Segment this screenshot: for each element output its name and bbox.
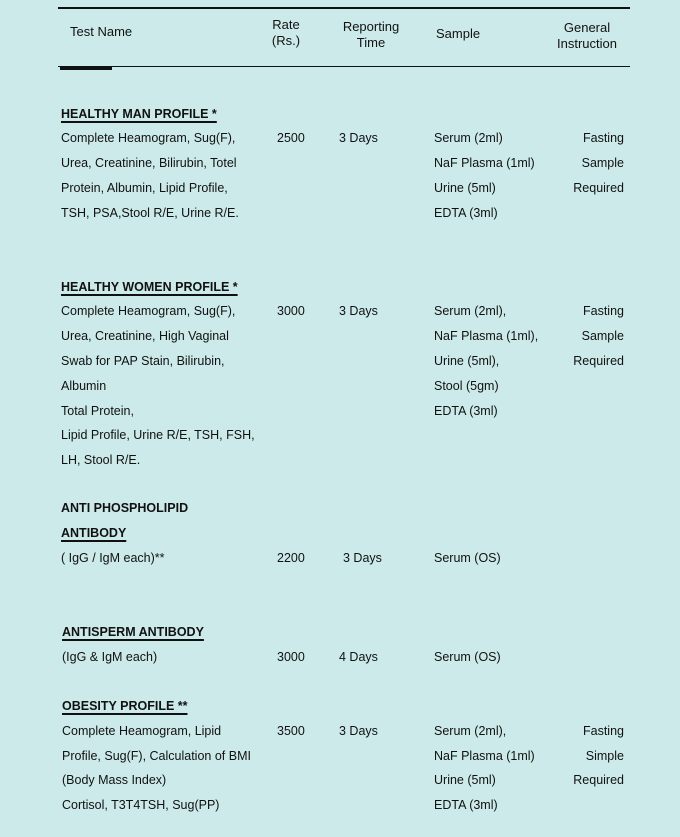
profile-instruction: Simple — [585, 749, 624, 763]
header-test-name: Test Name — [70, 24, 133, 39]
profile-sample: EDTA (3ml) — [434, 206, 498, 220]
profile-desc-line: (Body Mass Index) — [62, 773, 167, 787]
profile-desc-line: Total Protein, — [61, 404, 134, 418]
header-bottom-rule — [58, 66, 630, 67]
profile-desc-line: Complete Heamogram, Sug(F), — [61, 304, 236, 318]
profile-sample: EDTA (3ml) — [434, 798, 498, 812]
profile-title: ANTIBODY — [61, 526, 127, 540]
header-reporting-time — [334, 19, 408, 51]
profile-instruction: Sample — [581, 329, 624, 343]
profile-rate: 3000 — [277, 304, 305, 318]
header-reporting-line1: Reporting — [342, 19, 400, 34]
profile-rate: 2200 — [277, 551, 305, 565]
profile-sample: NaF Plasma (1ml), — [434, 329, 539, 343]
profile-desc-line: Cortisol, T3T4TSH, Sug(PP) — [62, 798, 220, 812]
profile-instruction: Fasting — [583, 131, 624, 145]
profile-title: ANTISPERM ANTIBODY — [62, 625, 204, 639]
profile-desc-line: Profile, Sug(F), Calculation of BMI — [62, 749, 251, 763]
profile-sample: Stool (5gm) — [434, 379, 499, 393]
profile-rate: 2500 — [277, 131, 305, 145]
profile-sample: Urine (5ml) — [434, 181, 496, 195]
profile-sample: Serum (OS) — [434, 650, 501, 664]
header-rate-line2: (Rs.) — [271, 33, 301, 48]
profile-instruction: Sample — [581, 156, 624, 170]
profile-sample: Urine (5ml), — [434, 354, 500, 368]
profile-time: 3 Days — [339, 724, 378, 738]
profile-desc-line: Urea, Creatinine, Bilirubin, Totel — [61, 156, 237, 170]
profile-desc-line: Swab for PAP Stain, Bilirubin, — [61, 354, 225, 368]
header-sample: Sample — [436, 26, 481, 41]
profile-instruction: Required — [573, 181, 624, 195]
profile-instruction: Fasting — [583, 724, 624, 738]
profile-desc-line: Complete Heamogram, Sug(F), — [61, 131, 236, 145]
profile-sample: Urine (5ml) — [434, 773, 496, 787]
header-general-line1: General — [563, 20, 611, 35]
profile-time: 3 Days — [339, 304, 378, 318]
profile-desc-line: ( IgG / IgM each)** — [61, 551, 165, 565]
profile-desc-line: Urea, Creatinine, High Vaginal — [61, 329, 229, 343]
profile-sample: NaF Plasma (1ml) — [434, 749, 535, 763]
profile-time: 4 Days — [339, 650, 378, 664]
profile-instruction: Required — [573, 354, 624, 368]
profile-sample: Serum (2ml), — [434, 724, 507, 738]
header-reporting-line2: Time — [356, 35, 386, 50]
header-general-instruction — [550, 20, 624, 52]
profile-instruction: Fasting — [583, 304, 624, 318]
profile-sample: EDTA (3ml) — [434, 404, 498, 418]
profile-sample: Serum (2ml) — [434, 131, 503, 145]
profile-title: ANTI PHOSPHOLIPID — [61, 501, 189, 515]
profile-time: 3 Days — [343, 551, 382, 565]
profile-sample: NaF Plasma (1ml) — [434, 156, 535, 170]
profile-title: HEALTHY WOMEN PROFILE * — [61, 280, 238, 294]
header-top-rule — [58, 7, 630, 9]
profile-instruction: Required — [573, 773, 624, 787]
profile-title: OBESITY PROFILE ** — [62, 699, 188, 713]
profile-sample: Serum (2ml), — [434, 304, 507, 318]
profile-desc-line: Complete Heamogram, Lipid — [62, 724, 222, 738]
profile-desc-line: LH, Stool R/E. — [61, 453, 141, 467]
profile-desc-line: Albumin — [61, 379, 107, 393]
header-rule-accent — [60, 67, 112, 70]
profile-desc-line: (IgG & IgM each) — [62, 650, 158, 664]
profile-title: HEALTHY MAN PROFILE * — [61, 107, 217, 121]
profile-sample: Serum (OS) — [434, 551, 501, 565]
header-general-line2: Instruction — [557, 36, 617, 51]
profile-desc-line: Protein, Albumin, Lipid Profile, — [61, 181, 228, 195]
profile-rate: 3000 — [277, 650, 305, 664]
header-rate — [268, 17, 304, 49]
profile-rate: 3500 — [277, 724, 305, 738]
header-rate-line1: Rate — [272, 17, 300, 32]
profile-desc-line: Lipid Profile, Urine R/E, TSH, FSH, — [61, 428, 255, 442]
profile-desc-line: TSH, PSA,Stool R/E, Urine R/E. — [61, 206, 239, 220]
profile-time: 3 Days — [339, 131, 378, 145]
